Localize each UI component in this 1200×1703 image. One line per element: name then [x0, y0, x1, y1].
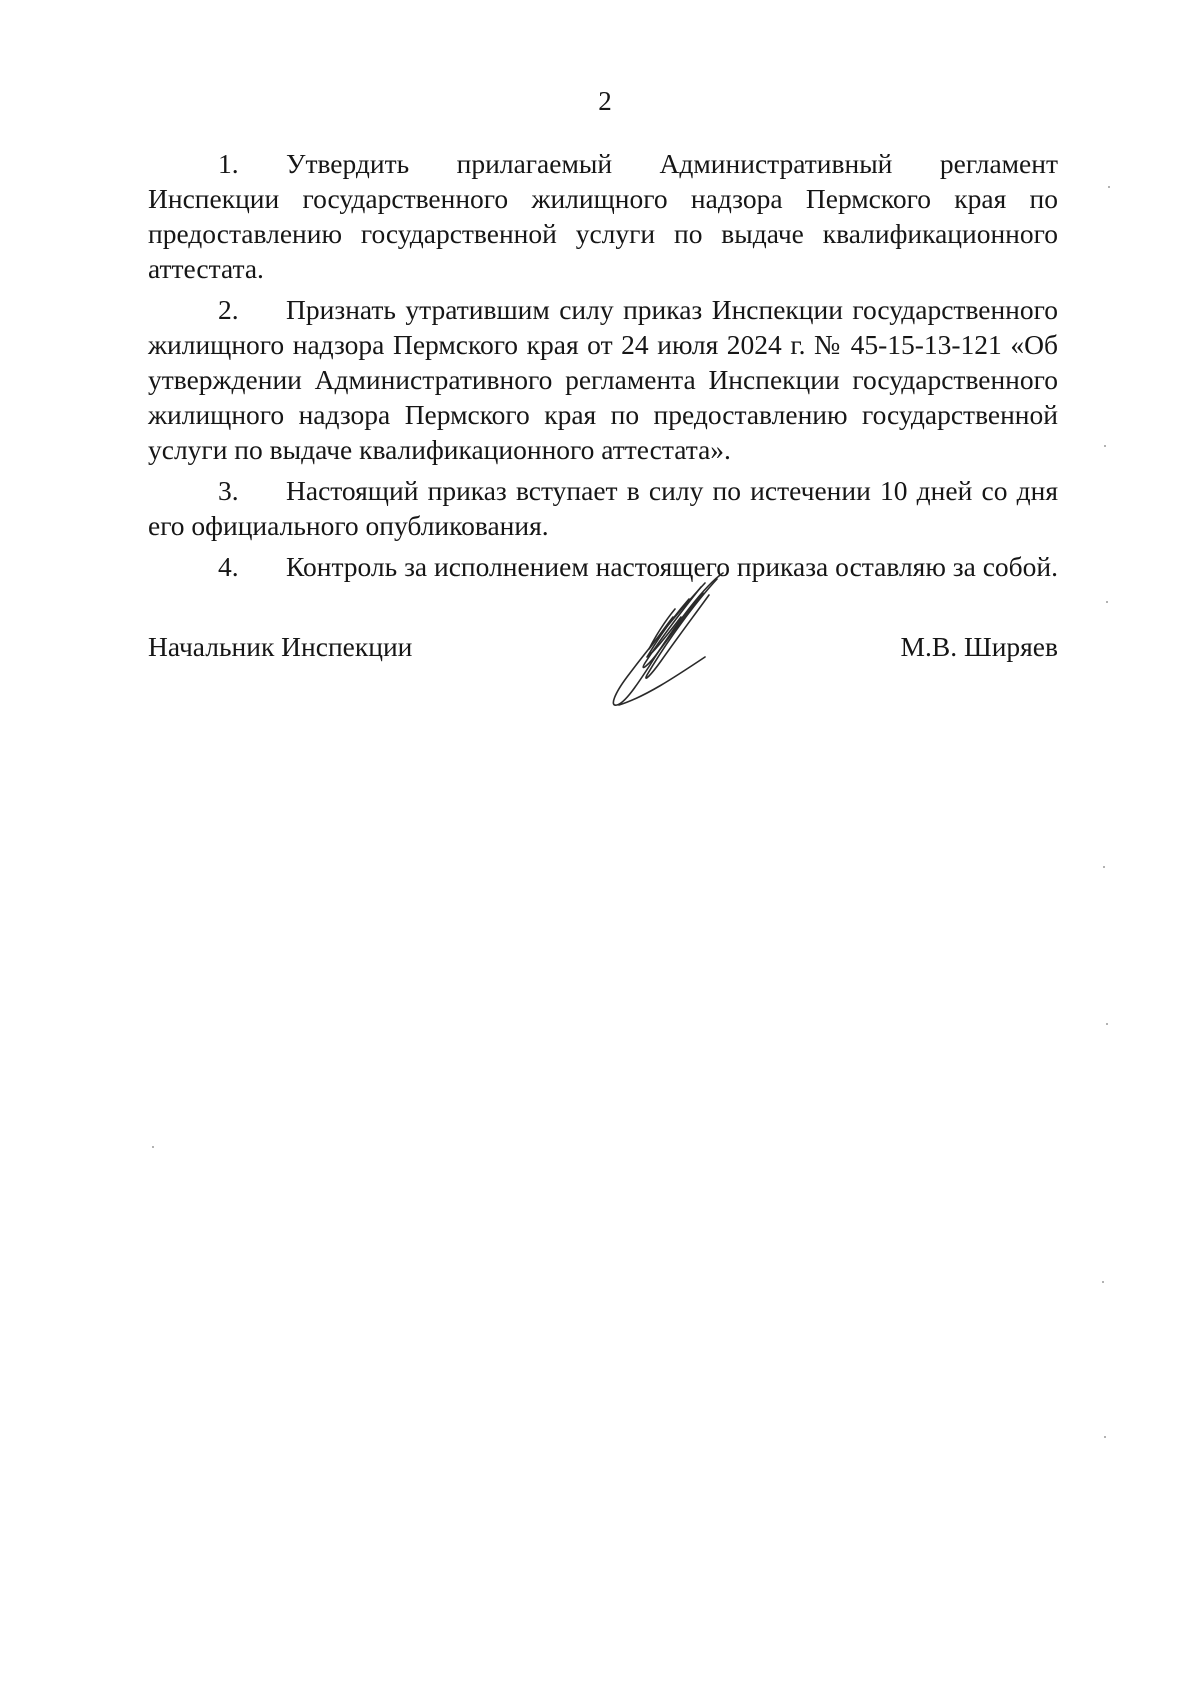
scan-speck: [1104, 445, 1106, 447]
paragraph-text: Признать утратившим силу приказ Инспекции государственного жилищного надзора Пермского края от 24 июля 2024 г. № 45-15-13-121 «Об утверждении Административного регламента Инспекции государственного жилищного надзора Пермского края по предоставлению государственной услуги по выдаче квалификационного аттестата».: [148, 294, 1058, 465]
scan-speck: [1102, 1281, 1104, 1283]
scan-speck: [1108, 186, 1110, 188]
paragraph-number: 1.: [218, 148, 239, 179]
paragraph-text: Утвердить прилагаемый Административный регламент Инспекции государственного жилищного надзора Пермского края по предоставлению государственной услуги по выдаче квалификационного аттестата.: [148, 148, 1058, 284]
paragraph-4: [148, 549, 1058, 584]
paragraph-3: [148, 473, 1058, 543]
paragraph-1: [148, 146, 1058, 286]
scan-speck: [1103, 866, 1105, 868]
signatory-name: М.В. Ширяев: [900, 631, 1058, 662]
paragraph-text: Контроль за исполнением настоящего приказа оставляю за собой.: [286, 551, 1058, 582]
scan-speck: [1104, 1436, 1106, 1438]
paragraph-number: 3.: [218, 475, 239, 506]
paragraph-number: 2.: [218, 294, 239, 325]
page-number: 2: [598, 86, 612, 116]
signature-block: [148, 629, 1058, 669]
paragraph-text: Настоящий приказ вступает в силу по истечении 10 дней со дня его официального опубликования.: [148, 475, 1058, 541]
scan-speck: [152, 1146, 154, 1148]
scan-speck: [1106, 601, 1108, 603]
scan-speck: [1106, 1023, 1108, 1025]
document-body: [148, 146, 1058, 590]
paragraph-number: 4.: [218, 551, 239, 582]
signatory-position: Начальник Инспекции: [148, 631, 413, 662]
handwritten-signature: [605, 565, 745, 715]
paragraph-2: [148, 292, 1058, 467]
